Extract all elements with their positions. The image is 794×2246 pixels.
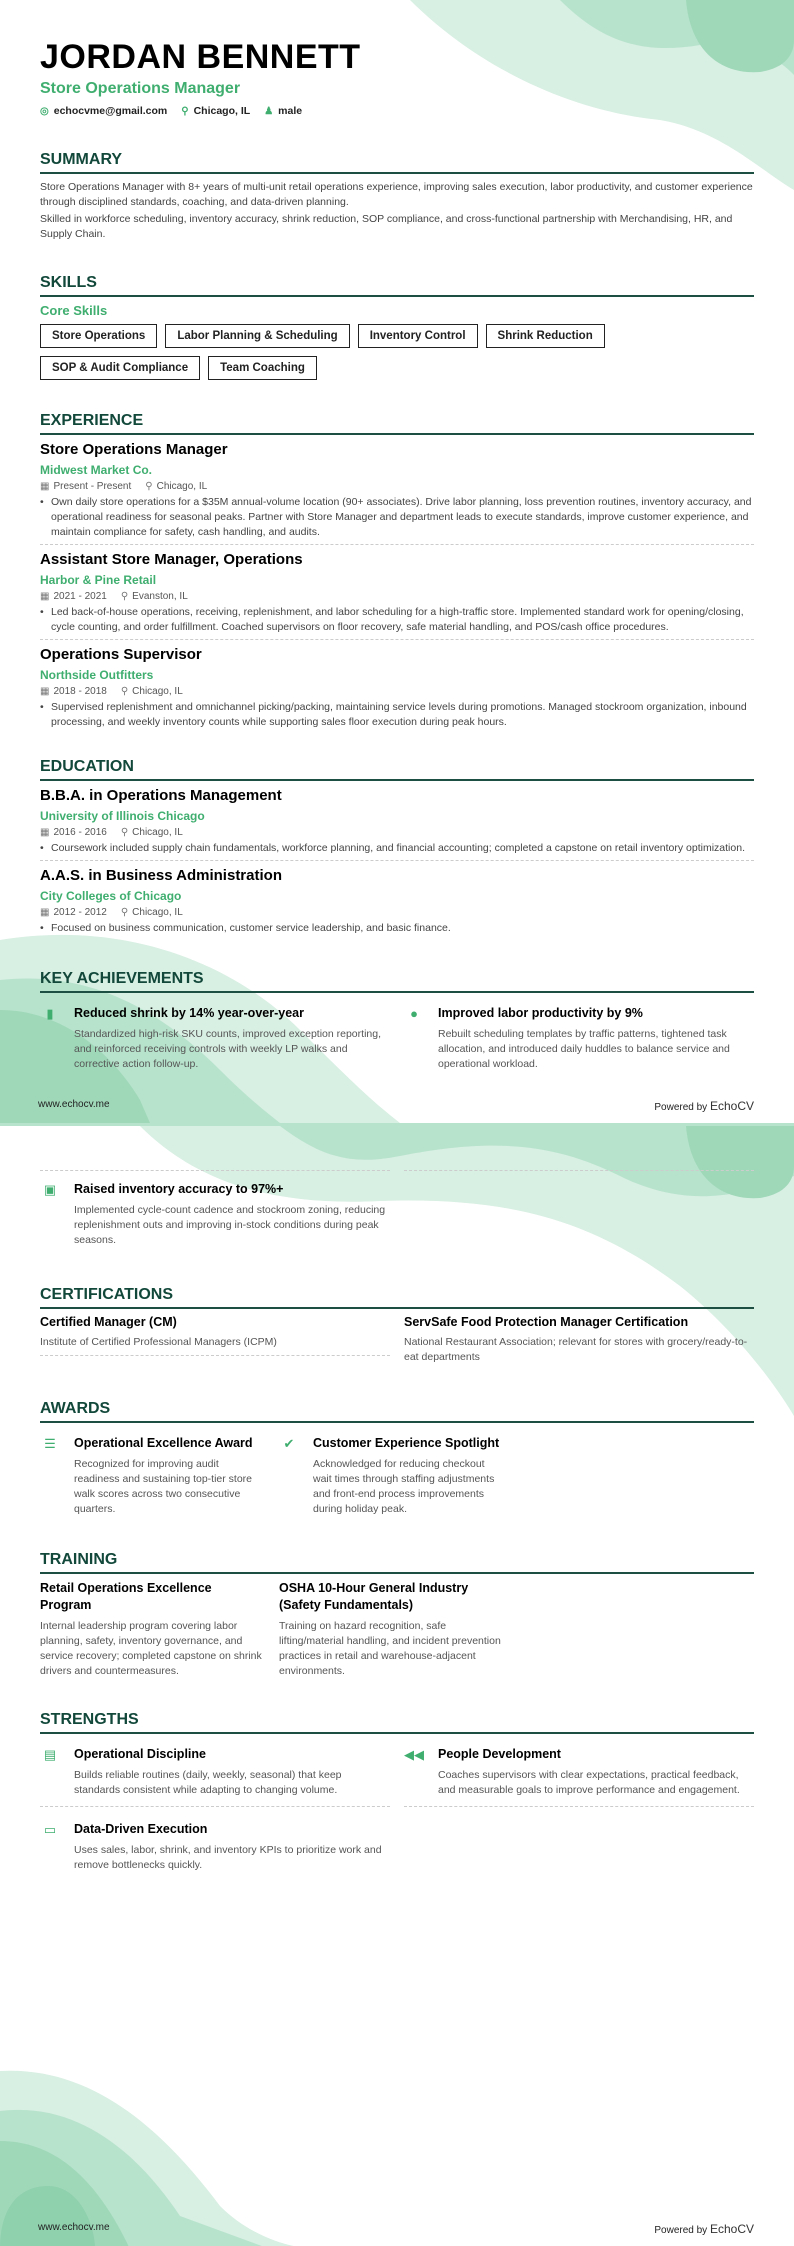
- check-circle-icon: ✔: [283, 1436, 295, 1451]
- experience-list: [40, 441, 754, 734]
- entry-bullet: • Led back-of-house operations, receiving, replenishment, and labor scheduling for a high-traffic store. Implemented standard work for opening/closing, cycle counting, and order fulfillment. Coached supervisors on floor recovery, safe material handling, and POS/cash office procedures.: [40, 606, 744, 633]
- map-pin-icon: ⚲: [120, 907, 129, 918]
- entry-dates: 2021 - 2021: [53, 591, 107, 602]
- entry-organization: Midwest Market Co.: [40, 463, 153, 477]
- skill-group-label: Core Skills: [40, 303, 108, 318]
- page-footer: [38, 2222, 754, 2236]
- skill-tag: Store Operations: [40, 324, 157, 348]
- calendar-icon: ▦: [40, 591, 50, 602]
- entry-organization: Northside Outfitters: [40, 668, 154, 682]
- section-heading-education: EDUCATION: [40, 758, 754, 781]
- battery-icon: ▭: [43, 1822, 57, 1837]
- map-pin-icon: ⚲: [120, 591, 129, 602]
- skill-tags: [40, 324, 754, 380]
- powered-by-label: Powered by: [654, 2225, 708, 2236]
- entry-meta: [40, 686, 754, 697]
- cert-issuer: National Restaurant Association; relevant for stores with grocery/ready-to-eat departments: [404, 1336, 748, 1363]
- education-list: [40, 787, 754, 940]
- yen-icon: ●: [410, 1006, 418, 1021]
- map-pin-icon: ⚲: [120, 827, 129, 838]
- training-item: [40, 1580, 265, 1679]
- strength-item: [40, 1807, 390, 1881]
- skill-tag: Team Coaching: [208, 356, 317, 380]
- entry-organization: Harbor & Pine Retail: [40, 573, 157, 587]
- certification-item: [40, 1315, 390, 1370]
- training-desc: Training on hazard recognition, safe lifting/material handling, and incident prevention practices in retail and warehouse-adjacent environments.: [279, 1620, 501, 1677]
- brand-logo[interactable]: EchoCV: [709, 2222, 754, 2236]
- section-heading-certifications: CERTIFICATIONS: [40, 1286, 754, 1309]
- summary-paragraph: Skilled in workforce scheduling, inventory accuracy, shrink reduction, SOP compliance, and cross-functional partnership with Merchandising, HR, and Supply Chain.: [40, 213, 733, 240]
- map-pin-icon: ⚲: [145, 481, 153, 492]
- code-icon: ▣: [43, 1182, 57, 1197]
- footer-site-link[interactable]: www.echocv.me: [38, 2222, 110, 2233]
- section-heading-summary: SUMMARY: [40, 151, 754, 174]
- training-desc: Internal leadership program covering labor planning, safety, inventory governance, and service recovery; completed capstone on shrink drivers and countermeasures.: [40, 1620, 262, 1677]
- skill-tag: Shrink Reduction: [486, 324, 605, 348]
- at-icon: ◎: [40, 106, 49, 117]
- cert-issuer: Institute of Certified Professional Managers (ICPM): [40, 1335, 390, 1356]
- strength-title: Operational Discipline: [74, 1747, 206, 1761]
- cert-title: Certified Manager (CM): [40, 1315, 177, 1329]
- achievement-item: [40, 1171, 390, 1256]
- certification-item: [404, 1315, 754, 1370]
- awards-list: [40, 1429, 754, 1525]
- entry-title: B.B.A. in Operations Management: [40, 787, 282, 804]
- gender: ♟ male: [264, 105, 303, 117]
- skill-tag: Inventory Control: [358, 324, 478, 348]
- strength-item: [404, 1740, 754, 1807]
- calendar-icon: ▤: [43, 1747, 57, 1762]
- award-item: [40, 1429, 265, 1525]
- achievement-title: Reduced shrink by 14% year-over-year: [74, 1006, 304, 1020]
- skill-tag: SOP & Audit Compliance: [40, 356, 200, 380]
- education-entry: [40, 867, 754, 940]
- skill-tag: Labor Planning & Scheduling: [165, 324, 349, 348]
- achievement-desc: Rebuilt scheduling templates by traffic patterns, tightened task allocation, and introduced daily huddles to balance service and operational workload.: [438, 1028, 730, 1070]
- page-2: [0, 1123, 794, 2246]
- training-title: OSHA 10-Hour General Industry (Safety Fundamentals): [279, 1581, 469, 1612]
- award-desc: Recognized for improving audit readiness and sustaining top-tier store walk scores across two consecutive quarters.: [74, 1458, 253, 1515]
- person-icon: ♟: [264, 106, 274, 117]
- entry-meta: [40, 827, 754, 838]
- achievement-title: Improved labor productivity by 9%: [438, 1006, 643, 1020]
- strength-item: [40, 1740, 390, 1807]
- strength-title: People Development: [438, 1747, 561, 1761]
- award-item: [279, 1429, 504, 1525]
- entry-location: Chicago, IL: [132, 686, 183, 697]
- achievement-title: Raised inventory accuracy to 97%+: [74, 1182, 284, 1196]
- achievements-list-continued: [40, 1171, 754, 1256]
- entry-title: Assistant Store Manager, Operations: [40, 551, 303, 568]
- location: ⚲ Chicago, IL: [181, 105, 251, 117]
- brand-logo[interactable]: EchoCV: [709, 1099, 754, 1113]
- page-footer: [38, 1099, 754, 1113]
- entry-meta: [40, 591, 754, 602]
- entry-meta: [40, 907, 754, 918]
- achievement-desc: Implemented cycle-count cadence and stockroom zoning, reducing replenishment outs and improving in-stock conditions during peak seasons.: [74, 1204, 386, 1246]
- achievement-desc: Standardized high-risk SKU counts, improved exception reporting, and reinforced receiving controls with weekly LP walks and corrective action follow-up.: [74, 1028, 381, 1070]
- achievements-list: [40, 999, 754, 1080]
- entry-location: Chicago, IL: [156, 481, 208, 492]
- strength-desc: Builds reliable routines (daily, weekly, seasonal) that keep standards consistent while adapting to changing volume.: [74, 1769, 342, 1796]
- calendar-icon: ▦: [40, 827, 50, 838]
- entry-bullet: • Supervised replenishment and omnichannel picking/packing, maintaining service levels during promotions. Managed stockroom organization, inbound processing, and weekly inventory counts while supporting sales floor execution during peak hours.: [40, 701, 747, 728]
- entry-organization: University of Illinois Chicago: [40, 809, 205, 823]
- cert-title: ServSafe Food Protection Manager Certification: [404, 1315, 689, 1329]
- calendar-icon: ▦: [40, 907, 50, 918]
- entry-meta: [40, 481, 754, 492]
- section-heading-skills: SKILLS: [40, 274, 754, 297]
- training-title: Retail Operations Excellence Program: [40, 1581, 212, 1612]
- section-heading-experience: EXPERIENCE: [40, 412, 754, 435]
- achievement-item: [40, 999, 390, 1080]
- entry-dates: 2018 - 2018: [53, 686, 107, 697]
- file-icon: ▮: [46, 1006, 54, 1021]
- entry-bullet: • Coursework included supply chain fundamentals, workforce planning, and financial accounting; completed a capstone on retail inventory optimization.: [40, 842, 745, 854]
- entry-bullet: • Focused on business communication, customer service leadership, and basic finance.: [40, 922, 451, 934]
- summary-paragraph: Store Operations Manager with 8+ years of multi-unit retail operations experience, improving sales execution, labor productivity, and customer experience through disciplined standards, coaching, and data-driven planning.: [40, 181, 753, 208]
- entry-location: Chicago, IL: [132, 827, 183, 838]
- section-heading-achievements: KEY ACHIEVEMENTS: [40, 970, 754, 993]
- education-entry: [40, 787, 754, 861]
- strengths-list: [40, 1740, 754, 1881]
- email[interactable]: ◎ echocvme@gmail.com: [40, 105, 168, 117]
- training-item: [279, 1580, 504, 1679]
- experience-entry: [40, 441, 754, 545]
- achievement-item: [404, 999, 754, 1080]
- candidate-title: Store Operations Manager: [40, 80, 241, 97]
- entry-title: Store Operations Manager: [40, 441, 228, 458]
- list-icon: ☰: [44, 1436, 56, 1451]
- experience-entry: [40, 551, 754, 640]
- strength-desc: Coaches supervisors with clear expectations, practical feedback, and measurable goals to improve performance and engagement.: [438, 1769, 740, 1796]
- experience-entry: [40, 646, 754, 734]
- map-pin-icon: ⚲: [181, 106, 189, 117]
- section-heading-training: TRAINING: [40, 1551, 754, 1574]
- rewind-icon: ◀◀: [404, 1747, 424, 1762]
- entry-title: Operations Supervisor: [40, 646, 202, 663]
- calendar-icon: ▦: [40, 686, 50, 697]
- award-title: Operational Excellence Award: [74, 1436, 253, 1450]
- entry-bullet: • Own daily store operations for a $35M annual-volume location (90+ associates). Drive labor planning, loss prevention routines, inventory accuracy, and operational readiness for seasonal peaks. Partner with Store Manager and department leads to execute standards, improve customer experience, and maintain compliance for safety, cash handling, and audits.: [40, 496, 752, 538]
- entry-location: Chicago, IL: [132, 907, 183, 918]
- strength-desc: Uses sales, labor, shrink, and inventory KPIs to prioritize work and remove bottlenecks quickly.: [74, 1844, 382, 1871]
- training-list: [40, 1580, 754, 1679]
- section-heading-strengths: STRENGTHS: [40, 1711, 754, 1734]
- strength-title: Data-Driven Execution: [74, 1822, 208, 1836]
- calendar-icon: ▦: [40, 481, 50, 492]
- entry-location: Evanston, IL: [132, 591, 188, 602]
- certifications-list: [40, 1315, 754, 1370]
- entry-dates: Present - Present: [53, 481, 132, 492]
- award-desc: Acknowledged for reducing checkout wait times through staffing adjustments and front-end process improvements during holiday peak.: [313, 1458, 495, 1515]
- entry-dates: 2012 - 2012: [53, 907, 107, 918]
- powered-by-label: Powered by: [654, 1102, 708, 1113]
- award-title: Customer Experience Spotlight: [313, 1436, 500, 1450]
- page-continuation-dividers: [40, 1126, 754, 1171]
- entry-dates: 2016 - 2016: [53, 827, 107, 838]
- footer-site-link[interactable]: www.echocv.me: [38, 1099, 110, 1110]
- entry-organization: City Colleges of Chicago: [40, 889, 182, 903]
- contact-info: [40, 105, 754, 117]
- map-pin-icon: ⚲: [120, 686, 129, 697]
- entry-title: A.A.S. in Business Administration: [40, 867, 282, 884]
- section-heading-awards: AWARDS: [40, 1400, 754, 1423]
- candidate-name: JORDAN BENNETT: [40, 38, 361, 76]
